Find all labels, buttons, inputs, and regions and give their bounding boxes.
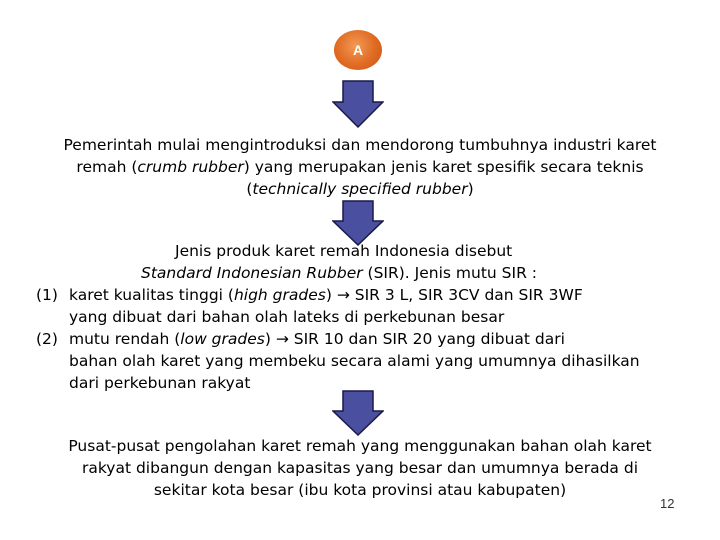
- block-processing-centers: [0, 435, 720, 501]
- list-number: (1): [36, 286, 58, 304]
- page-number: 12: [660, 496, 675, 511]
- block1-line1: Pemerintah mulai mengintroduksi dan mendorong tumbuhnya industri karet: [63, 136, 657, 154]
- step-badge-label: A: [352, 42, 364, 58]
- block3-line2: rakyat dibangun dengan kapasitas yang besar dan umumnya berada di: [82, 459, 638, 477]
- list-item-continuation: bahan olah karet yang membeku secara alami yang umumnya dihasilkan: [69, 352, 640, 370]
- list-number: (2): [36, 330, 58, 348]
- list-item-high-grades: [36, 284, 716, 306]
- block-sir-types: [36, 240, 716, 394]
- block3-line1: Pusat-pusat pengolahan karet remah yang menggunakan bahan olah karet: [68, 437, 652, 455]
- list-item-text: karet kualitas tinggi (high grades) → SIR 3 L, SIR 3CV dan SIR 3WF: [69, 286, 583, 304]
- step-badge: [334, 30, 382, 70]
- list-item-low-grades: [36, 328, 716, 350]
- block1-line2: remah (crumb rubber) yang merupakan jenis karet spesifik secara teknis: [76, 158, 644, 176]
- list-item-text: mutu rendah (low grades) → SIR 10 dan SIR 20 yang dibuat dari: [69, 330, 565, 348]
- block1-line3: (technically specified rubber): [246, 180, 474, 198]
- list-item-continuation: yang dibuat dari bahan olah lateks di perkebunan besar: [69, 308, 505, 326]
- down-arrow-icon: [332, 390, 384, 436]
- down-arrow-icon: [332, 80, 384, 128]
- block2-line2: Standard Indonesian Rubber (SIR). Jenis mutu SIR :: [141, 264, 537, 282]
- list-item-continuation: dari perkebunan rakyat: [69, 374, 251, 392]
- block2-line1: Jenis produk karet remah Indonesia disebut: [175, 242, 513, 260]
- block-introduction: [0, 134, 720, 200]
- block3-line3: sekitar kota besar (ibu kota provinsi atau kabupaten): [153, 481, 567, 499]
